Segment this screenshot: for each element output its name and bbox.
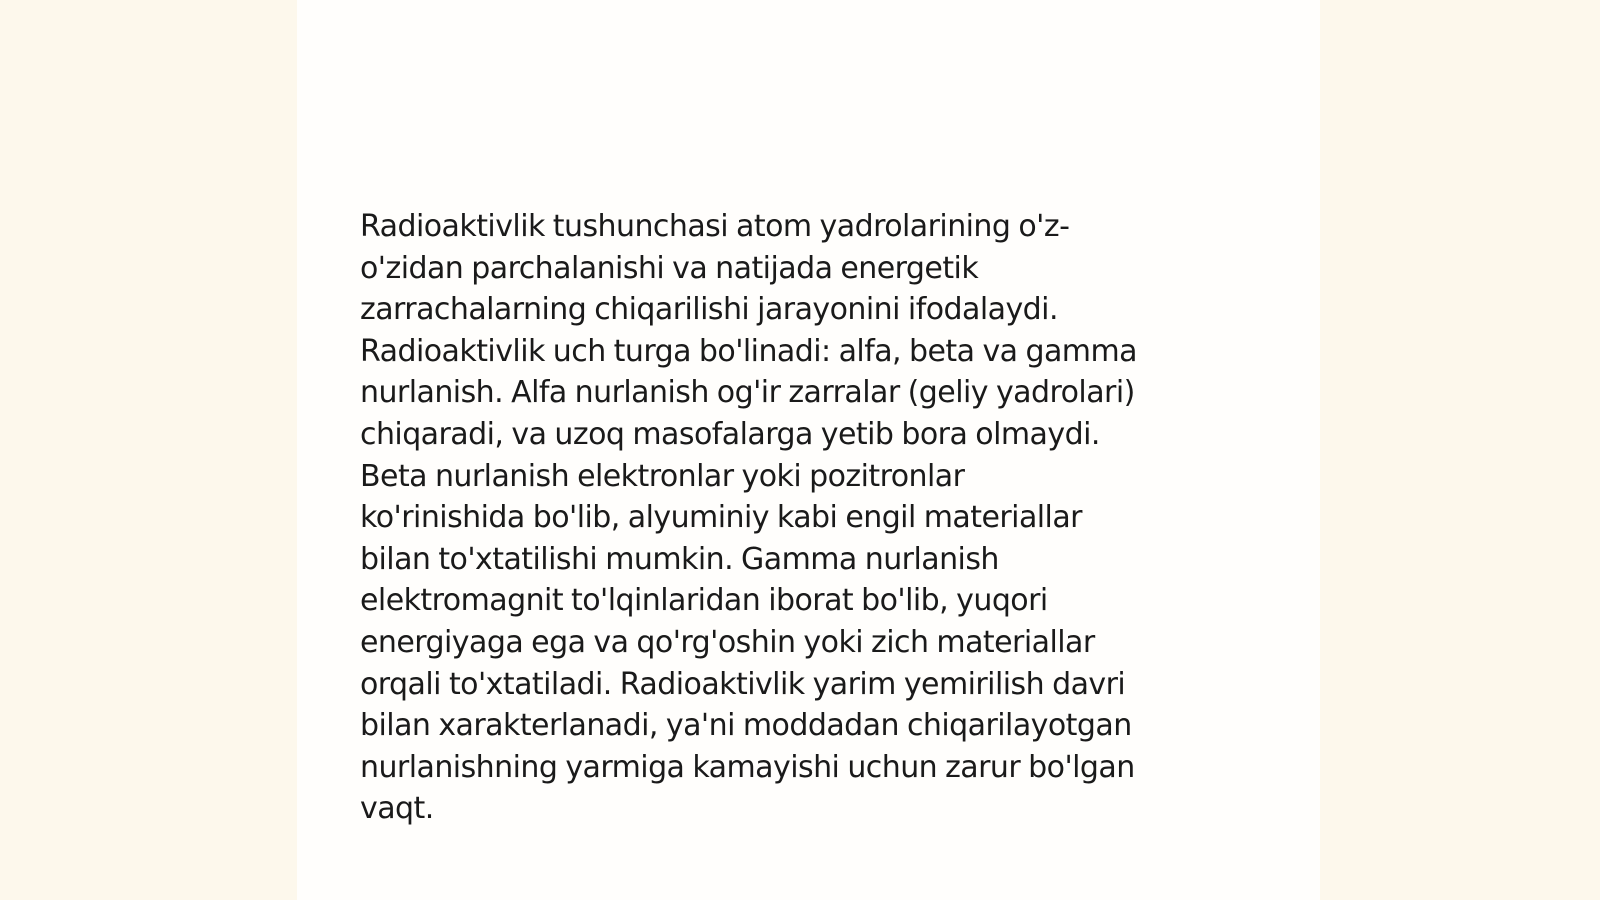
paragraph-line: vaqt. [360,791,434,827]
paragraph-line: nurlanishning yarmiga kamayishi uchun zarur bo'lgan [360,749,1135,785]
paragraph-line: o'zidan parchalanishi va natijada energetik [360,250,979,286]
paragraph-line: Radioaktivlik tushunchasi atom yadrolarining o'z- [360,209,1070,244]
paragraph-line: Beta nurlanish elektronlar yoki pozitronlar [360,458,965,494]
paragraph-line: elektromagnit to'lqinlaridan iborat bo'lib, yuqori [360,583,1048,619]
paragraph-line: ko'rinishida bo'lib, alyuminiy kabi engil materiallar [360,500,1082,536]
paragraph-line: orqali to'xtatiladi. Radioaktivlik yarim yemirilish davri [360,666,1126,702]
paragraph-line: bilan to'xtatilishi mumkin. Gamma nurlanish [360,541,999,577]
paragraph-line: bilan xarakterlanadi, ya'ni moddadan chiqarilayotgan [360,708,1132,744]
paragraph-line: Radioaktivlik uch turga bo'linadi: alfa, beta va gamma [360,333,1137,369]
paragraph-line: nurlanish. Alfa nurlanish og'ir zarralar (geliy yadrolari) [360,375,1135,411]
document-page [297,0,1320,900]
paragraph-line: energiyaga ega va qo'rg'oshin yoki zich materiallar [360,624,1095,660]
paragraph-line: chiqaradi, va uzoq masofalarga yetib bora olmaydi. [360,416,1100,452]
paragraph-line: zarrachalarning chiqarilishi jarayonini ifodalaydi. [360,292,1058,328]
body-paragraph [360,206,1250,830]
